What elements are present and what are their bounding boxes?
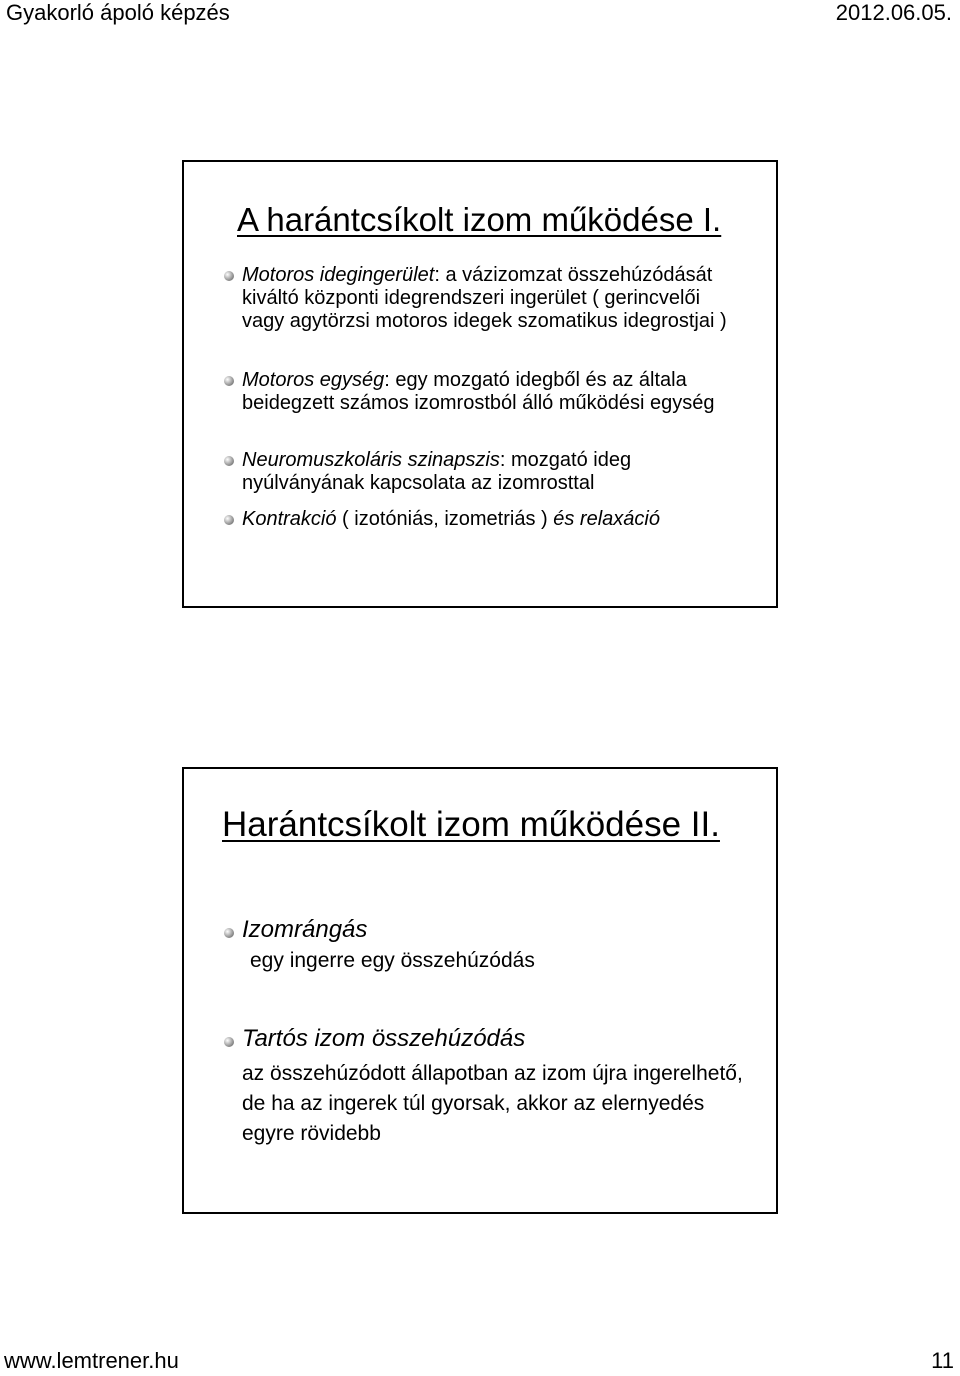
slide-2-title: Harántcsíkolt izom működése II. <box>222 805 720 844</box>
bullet-icon <box>224 1037 234 1047</box>
bullet-icon <box>224 271 234 281</box>
slide-1-title: A harántcsíkolt izom működése I. <box>237 201 722 238</box>
bullet-text: az összehúzódott állapotban az izom újra ingerelhető, de ha az ingerek túl gyorsak, akkor az elernyedés egyre rövidebb <box>242 1062 743 1145</box>
footer-url: www.lemtrener.hu <box>4 1348 179 1373</box>
bullet-text: egy ingerre egy összehúzódás <box>250 949 535 972</box>
bullet-term: Motoros idegingerület <box>242 264 435 286</box>
bullet-text: ( izotóniás, izometriás ) <box>336 508 554 530</box>
bullet-izomrangas <box>224 914 764 976</box>
bullet-text: : egy mozgató idegből és az általa beidegzett számos izomrostból álló működési egység <box>242 369 715 414</box>
bullet-tartos-osszehuzodas <box>224 1023 764 1149</box>
bullet-term: Neuromuszkoláris szinapszis <box>242 449 500 471</box>
bullet-text: : mozgató ideg nyúlványának kapcsolata az izomrosttal <box>242 449 632 494</box>
slide-2 <box>182 767 778 1214</box>
bullet-heading: Tartós izom összehúzódás <box>242 1025 526 1052</box>
bullet-term-2: és relaxáció <box>553 508 660 530</box>
bullet-term: Kontrakció <box>242 508 337 530</box>
header-title: Gyakorló ápoló képzés <box>6 0 230 25</box>
slide-1 <box>182 160 778 608</box>
header-date: 2012.06.05. <box>835 0 952 25</box>
bullet-motoros-egyseg <box>224 369 744 415</box>
bullet-text: : a vázizomzat összehúzódását kiváltó központi idegrendszeri ingerület ( gerincvelői vagy agytörzsi motoros idegek szomatikus idegrostjai ) <box>242 264 727 332</box>
bullet-icon <box>224 928 234 938</box>
page-number: 11 <box>931 1348 954 1373</box>
bullet-icon <box>224 456 234 466</box>
bullet-motoros-ingerulet <box>224 264 744 333</box>
bullet-heading: Izomrángás <box>242 916 368 943</box>
bullet-neuromuszkolaris <box>224 449 744 495</box>
bullet-term: Motoros egység <box>242 369 385 391</box>
bullet-icon <box>224 376 234 386</box>
bullet-kontrakcio <box>224 508 744 531</box>
bullet-icon <box>224 515 234 525</box>
